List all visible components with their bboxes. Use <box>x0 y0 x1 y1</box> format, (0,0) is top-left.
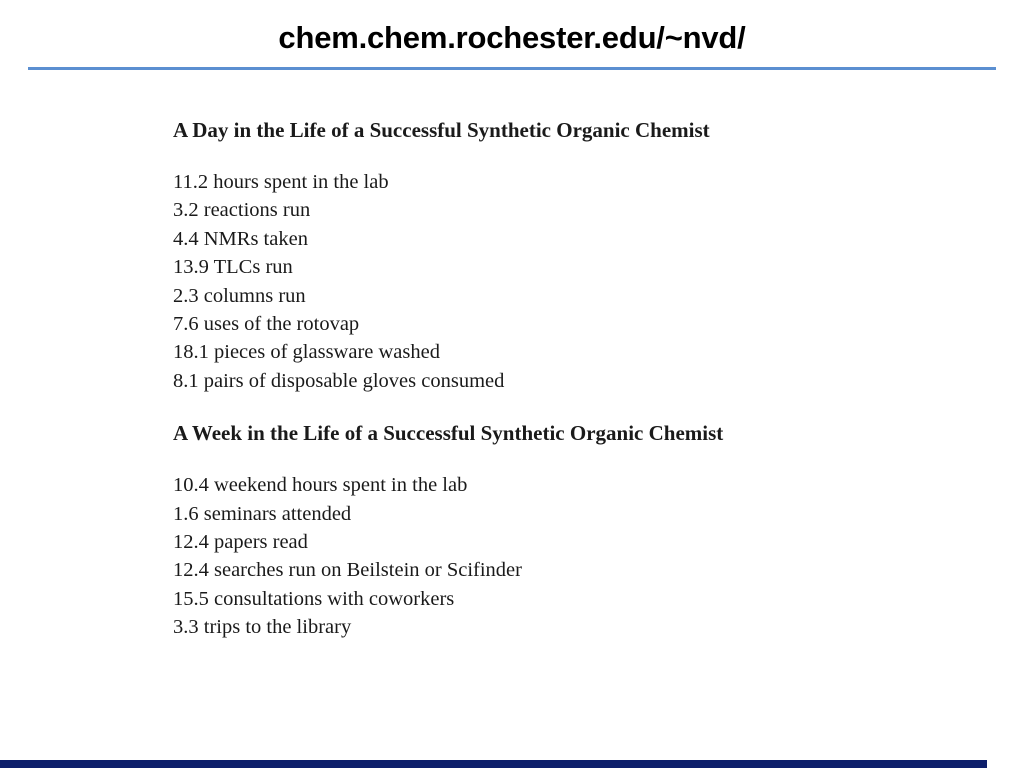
week-stat-item: 1.6 seminars attended <box>173 502 352 525</box>
week-stat-list <box>173 471 873 641</box>
stats-document <box>173 116 873 642</box>
day-stat-item: 2.3 columns run <box>173 284 306 307</box>
footer-bar <box>0 760 987 768</box>
day-stat-item: 7.6 uses of the rotovap <box>173 313 360 336</box>
day-heading: A Day in the Life of a Successful Synthetic Organic Chemist <box>173 118 710 142</box>
day-stat-item: 3.2 reactions run <box>173 199 311 222</box>
week-stat-item: 3.3 trips to the library <box>173 616 352 639</box>
day-stat-item: 13.9 TLCs run <box>173 256 293 279</box>
day-stat-item: 8.1 pairs of disposable gloves consumed <box>173 369 505 392</box>
week-stat-item: 12.4 papers read <box>173 531 308 554</box>
day-stat-item: 4.4 NMRs taken <box>173 227 308 250</box>
day-stat-list <box>173 168 873 395</box>
day-stat-item: 11.2 hours spent in the lab <box>173 171 389 193</box>
title-divider <box>28 67 996 70</box>
day-stat-item: 18.1 pieces of glassware washed <box>173 341 440 364</box>
week-heading: A Week in the Life of a Successful Synthetic Organic Chemist <box>173 421 724 446</box>
week-stat-item: 10.4 weekend hours spent in the lab <box>173 474 468 497</box>
week-stat-item: 15.5 consultations with coworkers <box>173 587 455 610</box>
week-stat-item: 12.4 searches run on Beilstein or Scifinder <box>173 559 522 582</box>
slide-title: chem.chem.rochester.edu/~nvd/ <box>278 20 746 55</box>
